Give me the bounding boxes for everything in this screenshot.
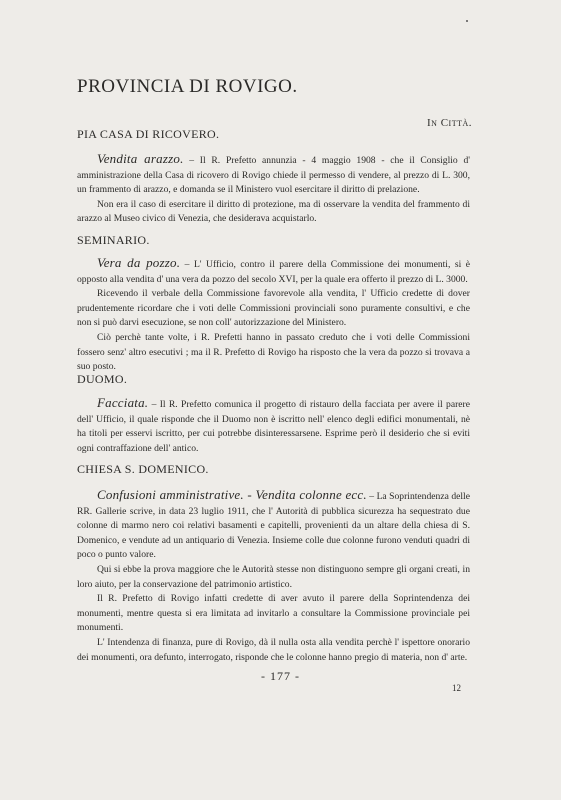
page-number: - 177 -	[261, 669, 300, 683]
section-heading-seminario: SEMINARIO.	[77, 233, 150, 247]
section-body-chiesa	[77, 488, 470, 665]
paragraph-text: Qui si ebbe la prova maggiore che le Autorità stesse non distinguono sempre gli organi creati, in loro aiuto, per la conservazione del patrimonio artistico.	[77, 563, 470, 590]
paragraph-text: L' Intendenza di finanza, pure di Rovigo, dà il nulla osta alla vendita perchè l' ispettore onorario dei monumenti, ora defunto, interrogato, risponde che le colonne hanno pregio di materia, non d' arte.	[77, 636, 470, 663]
section-heading-pia-casa: PIA CASA DI RICOVERO.	[77, 127, 220, 141]
page-title: PROVINCIA DI ROVIGO.	[77, 76, 298, 97]
paragraph-text: – L' Ufficio, contro il parere della Commissione dei monumenti, si è opposto alla vendita d' una vera da pozzo del secolo XVI, per la quale era offerto il prezzo di L. 3000.	[77, 259, 470, 285]
section-body-pia-casa	[77, 152, 470, 227]
section-lead: Confusioni amministrative. - Vendita colonne ecc.	[97, 487, 367, 502]
paragraph-text: – Il R. Prefetto annunzia - 4 maggio 1908 - che il Consiglio d' amministrazione della Casa di ricovero di Rovigo chiede il permesso di vendere, al prezzo di L. 300, un frammento di arazzo, e domanda se il Ministero vuol esercitare il diritto di prelazione.	[77, 155, 470, 196]
section-heading-duomo: DUOMO.	[77, 372, 128, 386]
paragraph-text: – La Soprintendenza delle RR. Gallerie scrive, in data 23 luglio 1911, che l' Autorità di pubblica sicurezza ha sequestrato due colonne di marmo nero coi relativi basamenti e capitelli, provenienti da un altare della chiesa di S. Domenico, e vendute ad un antiquario di Venezia. Insieme colle due colonne furono venduti quadri di poco o punto valore.	[77, 491, 470, 561]
section-lead: Vendita arazzo.	[97, 151, 184, 166]
paragraph-text: – Il R. Prefetto comunica il progetto di ristauro della facciata per avere il parere dell' Ufficio, il quale risponde che il Duomo non è iscritto nell' elenco degli edifici monumentali, nè ha titoli per esservi iscritto, per cui potrebbe disinteressarsene. Esprime però il desiderio che si eviti ogni contraffazione dell' antico.	[77, 399, 470, 454]
section-body-seminario	[77, 256, 470, 375]
section-body-duomo	[77, 396, 470, 456]
section-heading-chiesa: CHIESA S. DOMENICO.	[77, 462, 209, 476]
paragraph-text: Ciò perchè tante volte, i R. Prefetti hanno in passato creduto che i voti delle Commissioni fossero senz' altro esecutivi ; ma il R. Prefetto di Rovigo ha risposto che la vera da pozzo si trovava a suo posto.	[77, 331, 470, 373]
paragraph-text: Il R. Prefetto di Rovigo infatti credette di aver avuto il parere della Soprintendenza dei monumenti, mentre questa si era limitata ad invitarlo a consultare la Commissione provinciale pei monumenti.	[77, 593, 470, 634]
section-lead: Vera da pozzo.	[97, 255, 181, 270]
paragraph-text: Ricevendo il verbale della Commissione favorevole alla vendita, l' Ufficio credette di dover prudentemente ricordare che i voti delle Commissioni provinciali sono puramente consultivi, e che non si può darvi esecuzione, se non coll' autorizzazione del Ministero.	[77, 288, 470, 329]
city-label: In Città.	[427, 117, 472, 129]
paragraph-text: Non era il caso di esercitare il diritto di protezione, ma di osservare la vendita del frammento di arazzo al Museo civico di Venezia, che desiderava acquistarlo.	[77, 198, 470, 225]
sheet-number: 12	[452, 683, 461, 693]
section-lead: Facciata.	[97, 395, 149, 410]
speck-mark	[466, 20, 468, 22]
